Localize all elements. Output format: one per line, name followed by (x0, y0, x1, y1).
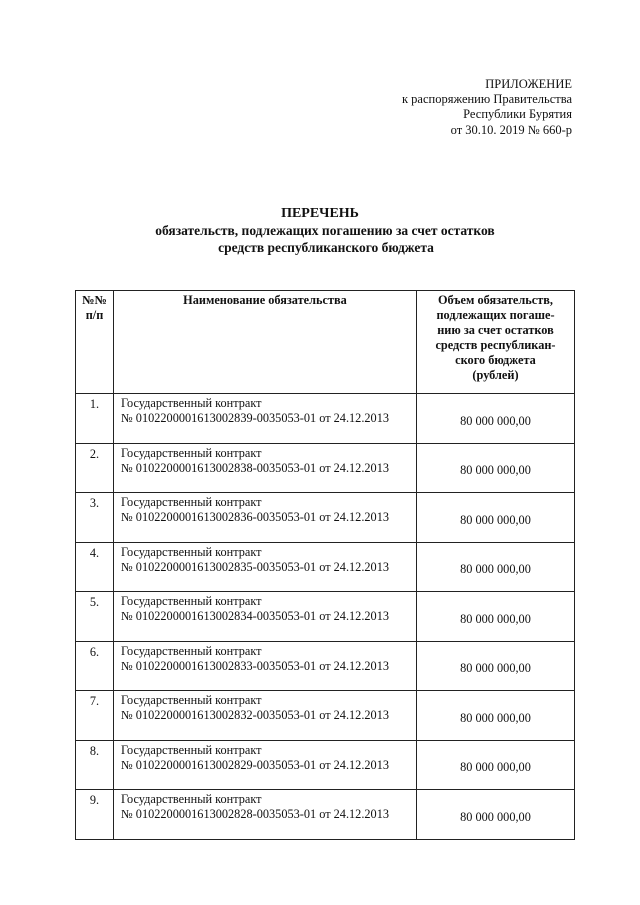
row-name-line: Государственный контракт (121, 396, 262, 410)
row-amount: 80 000 000,00 (417, 790, 575, 840)
table-row (76, 394, 575, 444)
header-amount-line: ского бюджета (455, 353, 536, 367)
header-amount-line: (рублей) (472, 368, 519, 382)
row-number: 2. (76, 443, 114, 493)
row-contract-number: № 0102200001613002829-0035053-01 от 24.12.2013 (121, 757, 389, 772)
row-name-line: Государственный контракт (121, 742, 262, 757)
header-name: Наименование обязательства (114, 291, 417, 394)
row-contract-number: № 0102200001613002838-0035053-01 от 24.12.2013 (121, 460, 389, 475)
row-name-line: Государственный контракт (121, 495, 262, 509)
row-amount: 80 000 000,00 (417, 542, 575, 592)
row-obligation-name (114, 592, 417, 642)
title-line-3: средств республиканского бюджета (218, 240, 434, 255)
table-header-row (76, 291, 575, 394)
row-obligation-name (114, 740, 417, 790)
row-amount: 80 000 000,00 (417, 592, 575, 642)
row-contract-number: № 0102200001613002833-0035053-01 от 24.12.2013 (121, 658, 389, 673)
header-amount-line: нию за счет остатков (437, 323, 554, 337)
row-amount: 80 000 000,00 (417, 691, 575, 741)
row-obligation-name (114, 691, 417, 741)
title-line-2: обязательств, подлежащих погашению за счет остатков (155, 223, 495, 238)
row-obligation-name (114, 542, 417, 592)
row-contract-number: № 0102200001613002828-0035053-01 от 24.12.2013 (121, 807, 389, 821)
appendix-block (402, 77, 572, 138)
header-amount-line: Объем обязательств, (437, 293, 553, 307)
table-row (76, 542, 575, 592)
row-name-line: Государственный контракт (121, 544, 262, 559)
row-number: 8. (76, 740, 114, 790)
header-amount-line: подлежащих погаше- (436, 308, 555, 322)
row-number: 7. (76, 691, 114, 741)
row-amount: 80 000 000,00 (417, 493, 575, 543)
obligations-table (75, 290, 575, 840)
row-contract-number: № 0102200001613002839-0035053-01 от 24.12.2013 (121, 411, 389, 425)
row-obligation-name (114, 443, 417, 493)
row-contract-number: № 0102200001613002836-0035053-01 от 24.12.2013 (121, 510, 389, 524)
table-row (76, 790, 575, 840)
row-name-line: Государственный контракт (121, 445, 262, 460)
row-contract-number: № 0102200001613002835-0035053-01 от 24.12.2013 (121, 559, 389, 574)
table-row (76, 592, 575, 642)
row-number: 3. (76, 493, 114, 543)
row-obligation-name (114, 493, 417, 543)
table-row (76, 493, 575, 543)
row-name-line: Государственный контракт (121, 594, 262, 608)
row-amount: 80 000 000,00 (417, 641, 575, 691)
header-num-line: №№ (82, 293, 107, 307)
row-number: 6. (76, 641, 114, 691)
appendix-date-number: от 30.10. 2019 № 660-р (450, 122, 572, 137)
row-obligation-name (114, 641, 417, 691)
row-number: 9. (76, 790, 114, 840)
row-name-line: Государственный контракт (121, 792, 262, 806)
header-amount-line: средств республикан- (435, 338, 556, 352)
title-main: ПЕРЕЧЕНЬ (281, 206, 359, 221)
row-amount: 80 000 000,00 (417, 443, 575, 493)
row-number: 1. (76, 394, 114, 444)
row-contract-number: № 0102200001613002832-0035053-01 от 24.12.2013 (121, 708, 389, 722)
row-name-line: Государственный контракт (121, 693, 262, 707)
row-amount: 80 000 000,00 (417, 740, 575, 790)
row-number: 5. (76, 592, 114, 642)
row-obligation-name (114, 394, 417, 444)
appendix-republic-line: Республики Бурятия (463, 107, 572, 122)
table-row (76, 691, 575, 741)
header-num (76, 291, 114, 394)
appendix-order-line: к распоряжению Правительства (401, 92, 572, 107)
row-obligation-name (114, 790, 417, 840)
appendix-label: ПРИЛОЖЕНИЕ (485, 77, 572, 91)
row-name-line: Государственный контракт (121, 643, 262, 658)
header-amount (417, 291, 575, 394)
header-num-line: п/п (85, 308, 104, 322)
document-title (0, 205, 640, 256)
table-row (76, 740, 575, 790)
row-number: 4. (76, 542, 114, 592)
row-contract-number: № 0102200001613002834-0035053-01 от 24.12.2013 (121, 609, 389, 623)
row-amount: 80 000 000,00 (417, 394, 575, 444)
table-row (76, 443, 575, 493)
table-row (76, 641, 575, 691)
